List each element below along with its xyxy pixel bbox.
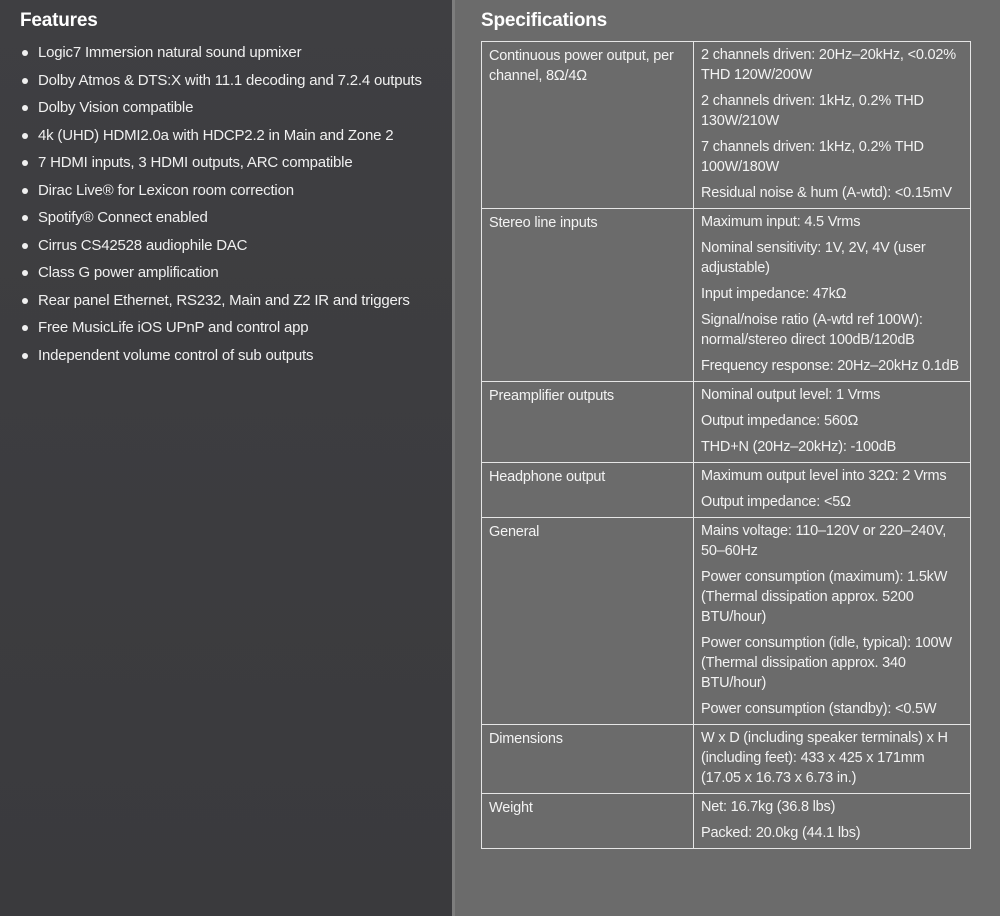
features-title: Features bbox=[20, 10, 98, 31]
spec-row-power-output bbox=[482, 42, 971, 209]
feature-text: Independent volume control of sub outputs bbox=[38, 346, 314, 364]
feature-text: Dirac Live® for Lexicon room correction bbox=[38, 181, 294, 199]
spec-label: Preamplifier outputs bbox=[482, 382, 694, 463]
spec-values bbox=[694, 463, 971, 518]
spec-label: Weight bbox=[482, 794, 694, 849]
specifications-table bbox=[481, 41, 971, 849]
spec-value: Packed: 20.0kg (44.1 lbs) bbox=[701, 825, 861, 841]
spec-value: Frequency response: 20Hz–20kHz 0.1dB bbox=[701, 358, 959, 374]
spec-value: Nominal output level: 1 Vrms bbox=[701, 387, 881, 403]
bullet-icon bbox=[22, 105, 28, 111]
spec-label: General bbox=[482, 518, 694, 725]
spec-values bbox=[694, 794, 971, 849]
spec-value: Maximum output level into 32Ω: 2 Vrms bbox=[701, 468, 947, 484]
spec-value: 2 channels driven: 20Hz–20kHz, <0.02% THD 120W/200W bbox=[701, 47, 956, 83]
spec-values bbox=[694, 725, 971, 794]
spec-value: W x D (including speaker terminals) x H (including feet): 433 x 425 x 171mm (17.05 x 16.73 x 6.73 in.) bbox=[701, 730, 948, 786]
feature-item bbox=[20, 287, 452, 315]
spec-value: 7 channels driven: 1kHz, 0.2% THD 100W/180W bbox=[701, 139, 924, 175]
feature-item bbox=[20, 232, 452, 260]
feature-text: Rear panel Ethernet, RS232, Main and Z2 IR and triggers bbox=[38, 291, 410, 309]
feature-item bbox=[20, 122, 452, 150]
bullet-icon bbox=[22, 215, 28, 221]
spec-value: Mains voltage: 110–120V or 220–240V, 50–60Hz bbox=[701, 523, 947, 559]
feature-item bbox=[20, 342, 452, 370]
feature-item bbox=[20, 314, 452, 342]
spec-value: Power consumption (maximum): 1.5kW (Thermal dissipation approx. 5200 BTU/hour) bbox=[701, 569, 948, 625]
spec-value: Net: 16.7kg (36.8 lbs) bbox=[701, 799, 836, 815]
spec-value: Maximum input: 4.5 Vrms bbox=[701, 214, 861, 230]
bullet-icon bbox=[22, 298, 28, 304]
feature-text: Free MusicLife iOS UPnP and control app bbox=[38, 319, 309, 336]
feature-text: Logic7 Immersion natural sound upmixer bbox=[38, 44, 302, 61]
spec-value: Residual noise & hum (A-wtd): <0.15mV bbox=[701, 185, 952, 201]
spec-label: Continuous power output, per channel, 8Ω/4Ω bbox=[482, 42, 694, 209]
spec-value: Power consumption (idle, typical): 100W (Thermal dissipation approx. 340 BTU/hour) bbox=[701, 635, 952, 691]
specifications-title: Specifications bbox=[481, 10, 608, 31]
spec-value: THD+N (20Hz–20kHz): -100dB bbox=[701, 439, 897, 455]
spec-values bbox=[694, 518, 971, 725]
bullet-icon bbox=[22, 160, 28, 166]
spec-label: Stereo line inputs bbox=[482, 209, 694, 382]
spec-value: Signal/noise ratio (A-wtd ref 100W): normal/stereo direct 100dB/120dB bbox=[701, 312, 923, 348]
features-panel bbox=[0, 0, 452, 916]
feature-item bbox=[20, 94, 452, 122]
feature-item bbox=[20, 259, 452, 287]
bullet-icon bbox=[22, 133, 28, 139]
feature-text: Spotify® Connect enabled bbox=[38, 209, 208, 226]
spec-values bbox=[694, 209, 971, 382]
spec-label: Headphone output bbox=[482, 463, 694, 518]
spec-value: Power consumption (standby): <0.5W bbox=[701, 701, 937, 717]
spec-row-general bbox=[482, 518, 971, 725]
bullet-icon bbox=[22, 325, 28, 331]
spec-row-weight bbox=[482, 794, 971, 849]
specifications-panel bbox=[455, 0, 1000, 916]
spec-label: Dimensions bbox=[482, 725, 694, 794]
spec-value: Nominal sensitivity: 1V, 2V, 4V (user adjustable) bbox=[701, 240, 926, 276]
spec-row-headphone-output bbox=[482, 463, 971, 518]
bullet-icon bbox=[22, 50, 28, 56]
feature-text: Cirrus CS42528 audiophile DAC bbox=[38, 236, 248, 254]
bullet-icon bbox=[22, 270, 28, 276]
feature-item bbox=[20, 39, 452, 67]
spec-row-stereo-line-inputs bbox=[482, 209, 971, 382]
spec-value: Output impedance: <5Ω bbox=[701, 494, 851, 510]
feature-text: Class G power amplification bbox=[38, 264, 219, 281]
feature-text: 4k (UHD) HDMI2.0a with HDCP2.2 in Main and Zone 2 bbox=[38, 126, 394, 144]
feature-item bbox=[20, 177, 452, 205]
bullet-icon bbox=[22, 188, 28, 194]
feature-text: 7 HDMI inputs, 3 HDMI outputs, ARC compatible bbox=[38, 154, 353, 171]
feature-item bbox=[20, 67, 452, 95]
bullet-icon bbox=[22, 78, 28, 84]
spec-value: 2 channels driven: 1kHz, 0.2% THD 130W/210W bbox=[701, 93, 924, 129]
spec-values bbox=[694, 42, 971, 209]
feature-item bbox=[20, 204, 452, 232]
spec-row-dimensions bbox=[482, 725, 971, 794]
spec-value: Output impedance: 560Ω bbox=[701, 413, 859, 429]
spec-values bbox=[694, 382, 971, 463]
feature-item bbox=[20, 149, 452, 177]
feature-text: Dolby Atmos & DTS:X with 11.1 decoding and 7.2.4 outputs bbox=[38, 71, 422, 89]
spec-value: Input impedance: 47kΩ bbox=[701, 286, 847, 302]
feature-text: Dolby Vision compatible bbox=[38, 99, 194, 116]
feature-list bbox=[20, 39, 452, 369]
spec-row-preamplifier-outputs bbox=[482, 382, 971, 463]
bullet-icon bbox=[22, 243, 28, 249]
bullet-icon bbox=[22, 353, 28, 359]
